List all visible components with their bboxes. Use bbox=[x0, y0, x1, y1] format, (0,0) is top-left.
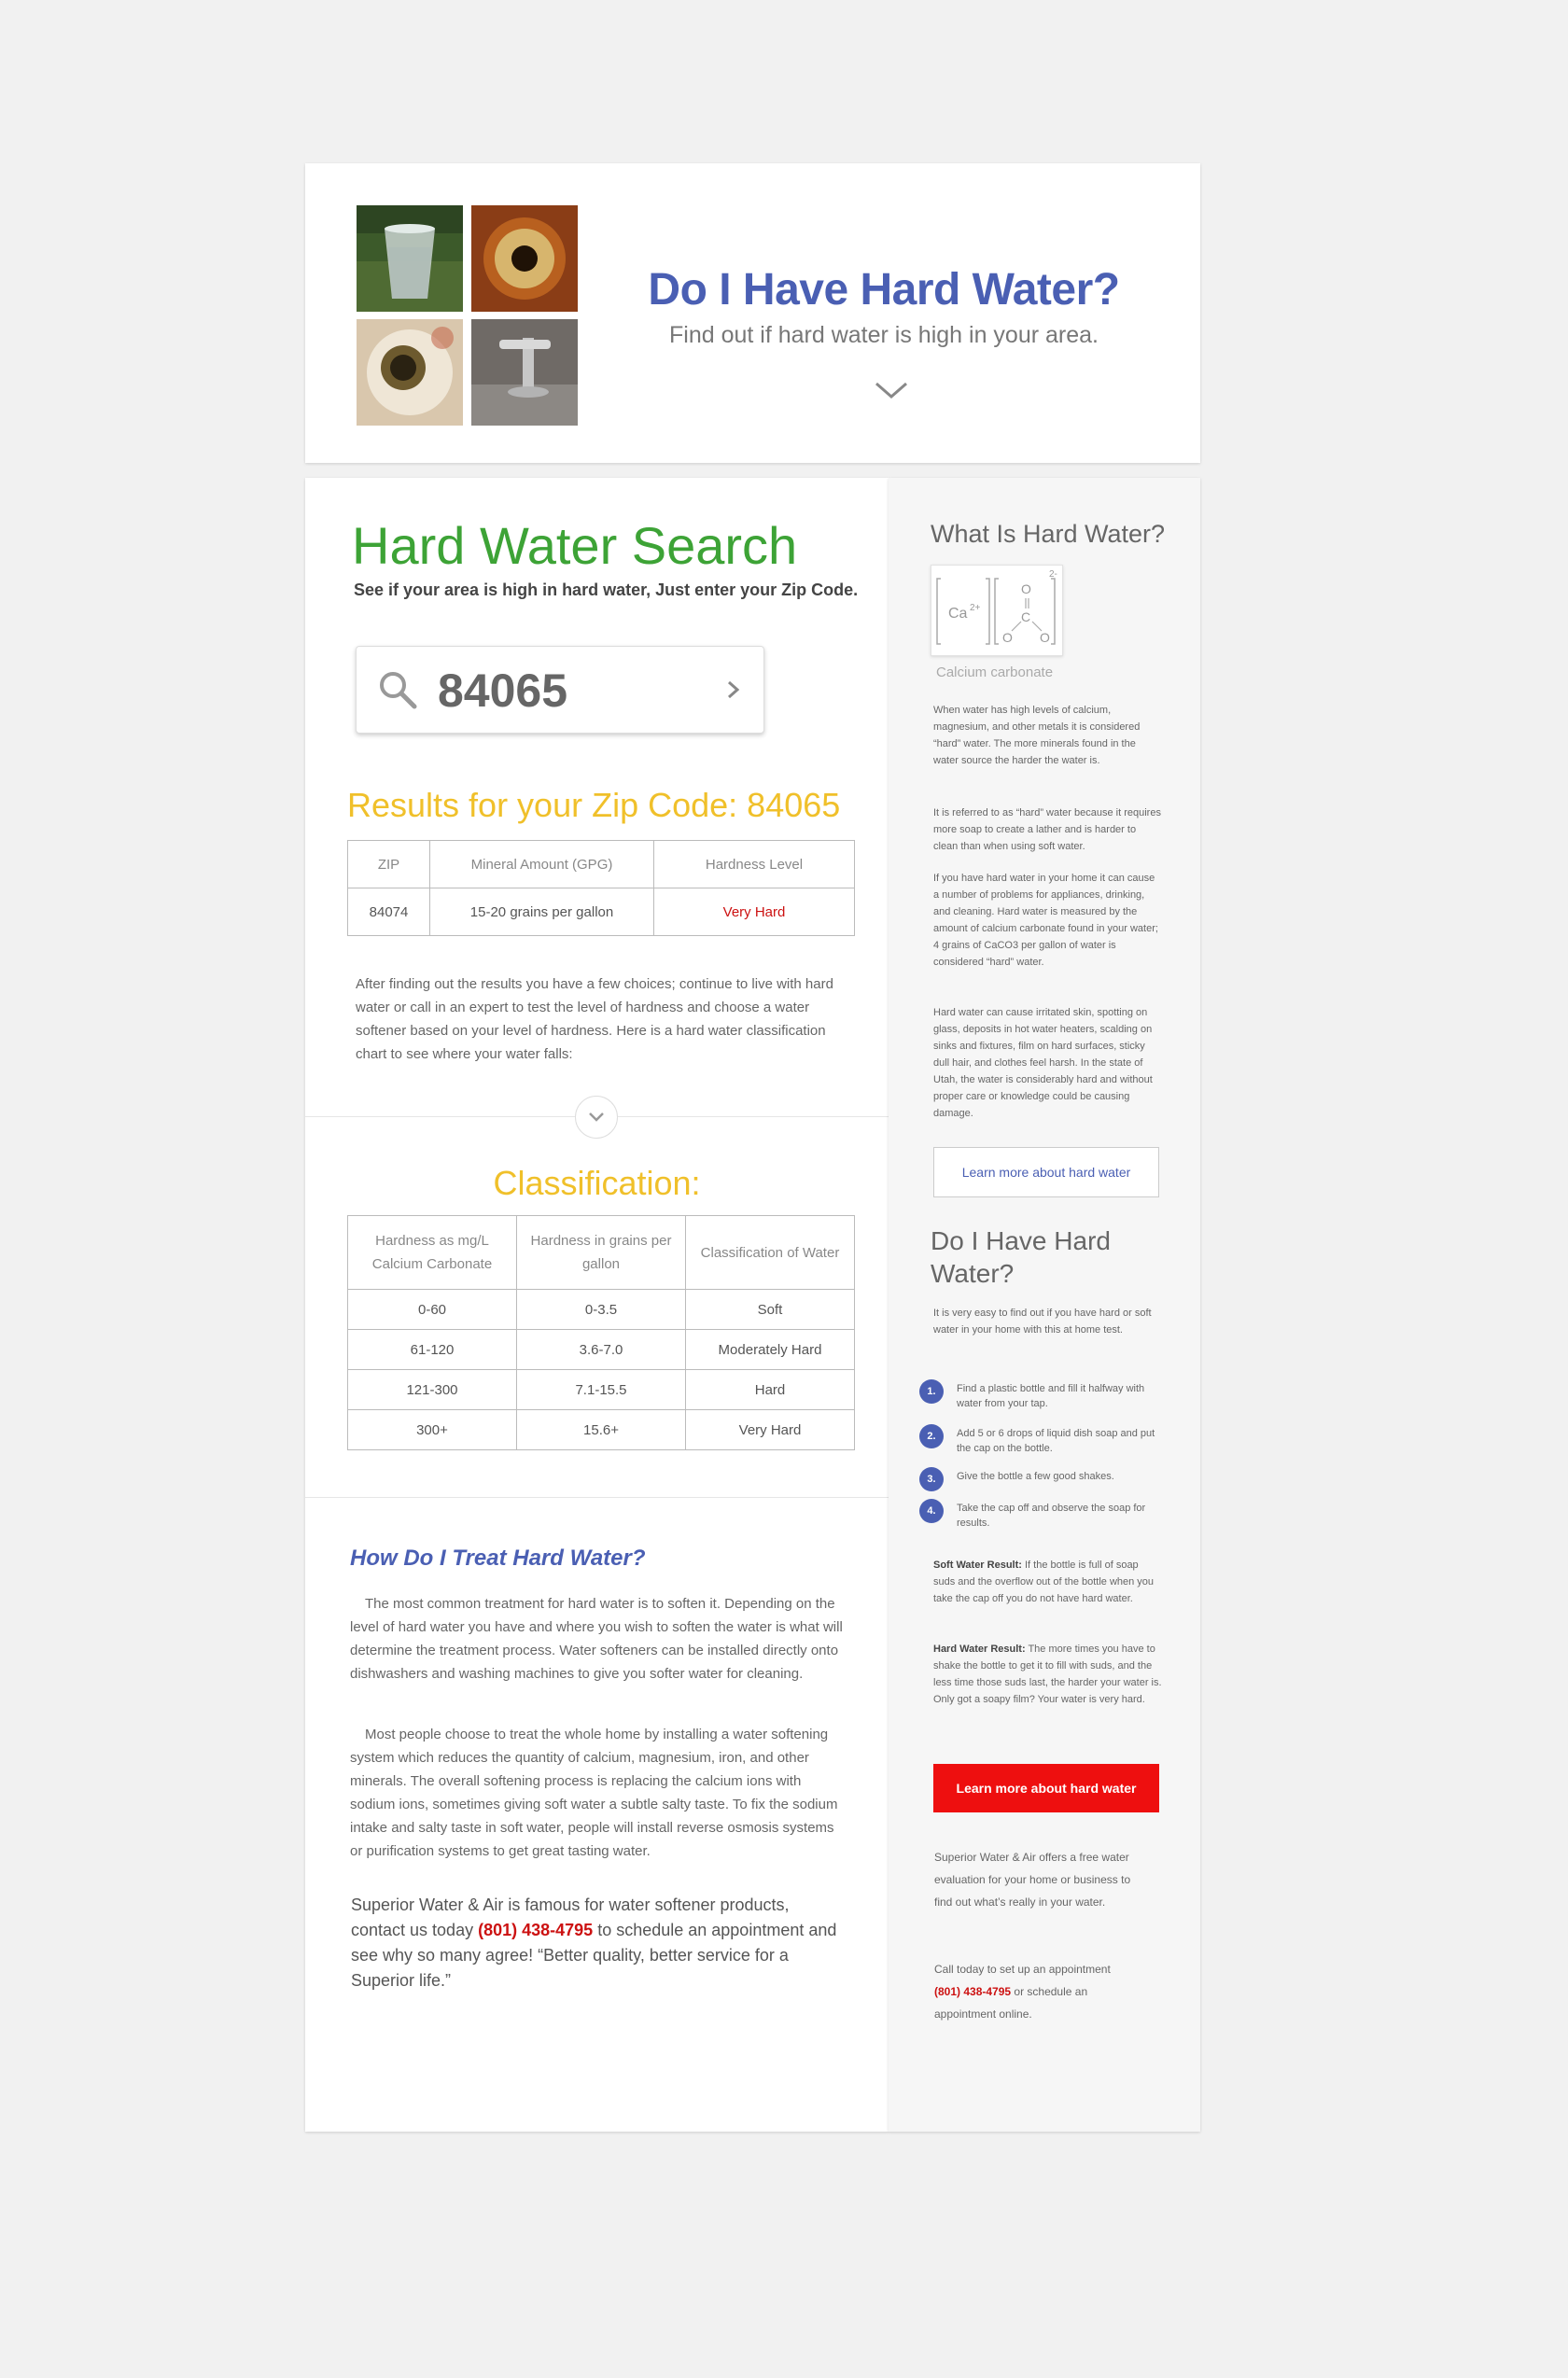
scroll-down-button[interactable] bbox=[575, 1096, 618, 1139]
table-row bbox=[348, 1330, 855, 1370]
column-header: Mineral Amount (GPG) bbox=[430, 841, 654, 888]
formula-c: C bbox=[1021, 609, 1031, 624]
table-cell: 15-20 grains per gallon bbox=[430, 888, 654, 936]
results-paragraph: After finding out the results you have a few choices; continue to live with hard water or call in an expert to test the level of hardness and choose a water softener based on your level of hardness. Here is a hard water classification chart to see where your water falls: bbox=[356, 976, 833, 1062]
chevron-down-icon bbox=[588, 1112, 605, 1123]
formula-charge: 2- bbox=[1049, 569, 1057, 580]
column-header: Classification of Water bbox=[686, 1216, 855, 1290]
faucet-photo bbox=[471, 319, 578, 426]
scaled-drain-photo bbox=[357, 319, 463, 426]
learn-more-button[interactable]: Learn more about hard water bbox=[933, 1147, 1159, 1197]
result-text: The more times you have to shake the bottle to get it to fill with suds, and the less time those suds last, the harder your water is. Only got a soapy film? Your water is very hard. bbox=[933, 1644, 1162, 1705]
column-header: Hardness as mg/L Calcium Carbonate bbox=[348, 1216, 517, 1290]
section-divider bbox=[305, 1497, 889, 1498]
table-cell: 3.6-7.0 bbox=[517, 1330, 686, 1370]
search-subtitle: See if your area is high in hard water, Just enter your Zip Code. bbox=[354, 581, 859, 599]
sidebar-title: What Is Hard Water? bbox=[931, 520, 1166, 548]
table-cell: Soft bbox=[686, 1290, 855, 1330]
hardness-level-value: Very Hard bbox=[654, 888, 855, 936]
table-cell: 15.6+ bbox=[517, 1410, 686, 1450]
step-text: Find a plastic bottle and fill it halfway with water from your tap. bbox=[957, 1383, 1145, 1409]
chevron-down-icon[interactable] bbox=[873, 378, 910, 402]
sidebar-paragraph: It is referred to as “hard” water because it requires more soap to create a lather and is harder to clean than when using soft water. bbox=[933, 807, 1161, 852]
scaled-pipe-photo bbox=[471, 205, 578, 312]
classification-table bbox=[347, 1215, 855, 1450]
sidebar bbox=[889, 478, 1200, 2132]
phone-link[interactable]: (801) 438-4795 bbox=[478, 1921, 594, 1939]
sidebar-title-test: Do I Have Hard Water? bbox=[931, 1226, 1111, 1288]
test-step bbox=[919, 1467, 1171, 1501]
table-cell: 0-3.5 bbox=[517, 1290, 686, 1330]
formula-ca: Ca bbox=[948, 606, 968, 622]
table-cell: 7.1-15.5 bbox=[517, 1370, 686, 1410]
contact-text: to schedule an appointment and see why so many agree! “Better quality, better service for a Superior life.” bbox=[351, 1921, 837, 1990]
table-cell: Hard bbox=[686, 1370, 855, 1410]
table-cell: 61-120 bbox=[348, 1330, 517, 1370]
page-title: Do I Have Hard Water? bbox=[648, 265, 1120, 315]
contact-text: Superior Water & Air is famous for water softener products, contact us today bbox=[351, 1895, 790, 1939]
column-header: ZIP bbox=[348, 841, 430, 888]
formula-o-right: O bbox=[1040, 630, 1050, 645]
results-title: Results for your Zip Code: 84065 bbox=[347, 786, 841, 824]
treat-title: How Do I Treat Hard Water? bbox=[350, 1546, 646, 1571]
soft-water-result bbox=[933, 1557, 1162, 1607]
step-number-badge: 4. bbox=[919, 1499, 944, 1523]
result-label: Soft Water Result: bbox=[933, 1560, 1022, 1571]
offer-paragraph: Superior Water & Air offers a free water evaluation for your home or business to find out what’s really in your water. bbox=[934, 1851, 1131, 1909]
table-row bbox=[348, 888, 855, 936]
table-cell: Very Hard bbox=[686, 1410, 855, 1450]
search-title: Hard Water Search bbox=[352, 516, 798, 575]
table-row bbox=[348, 1410, 855, 1450]
glass-of-water-photo bbox=[357, 205, 463, 312]
classification-title: Classification: bbox=[493, 1164, 701, 1202]
treat-paragraph: The most common treatment for hard water is to soften it. Depending on the level of hard water you have and where you wish to soften the water is what will determine the treatment process. Water softeners can be installed directly onto dishwashers and washing machines to give you softer water for cleaning. bbox=[350, 1596, 843, 1682]
call-text: or schedule an appointment online. bbox=[934, 1985, 1088, 2021]
table-cell: 0-60 bbox=[348, 1290, 517, 1330]
step-text: Take the cap off and observe the soap for results. bbox=[957, 1503, 1146, 1529]
zip-input[interactable]: 84065 bbox=[438, 664, 568, 717]
step-number-badge: 1. bbox=[919, 1379, 944, 1404]
hard-water-result bbox=[933, 1641, 1162, 1708]
table-cell: 84074 bbox=[348, 888, 430, 936]
test-step bbox=[919, 1424, 1171, 1458]
learn-more-cta-button[interactable]: Learn more about hard water bbox=[933, 1764, 1159, 1812]
zip-search-box[interactable] bbox=[356, 646, 764, 734]
main-content bbox=[305, 478, 889, 2132]
search-icon bbox=[377, 669, 418, 710]
table-cell: Moderately Hard bbox=[686, 1330, 855, 1370]
results-table bbox=[347, 840, 855, 936]
test-step bbox=[919, 1379, 1171, 1413]
chevron-right-icon[interactable] bbox=[722, 675, 745, 705]
step-text: Add 5 or 6 drops of liquid dish soap and put the cap on the bottle. bbox=[957, 1428, 1155, 1454]
column-header: Hardness in grains per gallon bbox=[517, 1216, 686, 1290]
table-cell: 121-300 bbox=[348, 1370, 517, 1410]
result-label: Hard Water Result: bbox=[933, 1644, 1026, 1655]
sidebar-intro: It is very easy to find out if you have hard or soft water in your home with this at home test. bbox=[933, 1308, 1152, 1336]
formula-ca-charge: 2+ bbox=[970, 603, 981, 613]
sidebar-paragraph: If you have hard water in your home it can cause a number of problems for appliances, drinking, and cleaning. Hard water is measured by the amount of calcium carbonate found in your water; 4 grains of CaCO3 per gallon of water is considered “hard” water. bbox=[933, 873, 1158, 968]
sidebar-paragraph: When water has high levels of calcium, magnesium, and other metals it is considered “hard” water. The more minerals found in the water source the harder the water is. bbox=[933, 705, 1141, 766]
phone-link[interactable]: (801) 438-4795 bbox=[934, 1985, 1012, 1998]
table-row bbox=[348, 1370, 855, 1410]
formula-o-top: O bbox=[1021, 581, 1031, 596]
page-subtitle: Find out if hard water is high in your area. bbox=[669, 322, 1099, 348]
treat-paragraph: Most people choose to treat the whole home by installing a water softening system which reduces the quantity of calcium, magnesium, iron, and other minerals. The overall softening process is replacing the calcium ions with sodium ions, sometimes giving soft water a subtle salty taste. To fix the sodium intake and salty taste in soft water, people will install reverse osmosis systems or purification systems to get great tasting water. bbox=[350, 1727, 838, 1859]
call-paragraph bbox=[934, 1958, 1140, 2025]
call-text: Call today to set up an appointment bbox=[934, 1963, 1111, 1976]
result-text: If the bottle is full of soap suds and the overflow out of the bottle when you take the cap off you do not have hard water. bbox=[933, 1560, 1155, 1604]
header-card bbox=[305, 163, 1200, 463]
step-number-badge: 3. bbox=[919, 1467, 944, 1491]
contact-paragraph bbox=[351, 1893, 846, 1993]
sidebar-paragraph: Hard water can cause irritated skin, spotting on glass, deposits in hot water heaters, scalding on sinks and fixtures, film on hard surfaces, sticky dull hair, and clothes feel harsh. In the state of Utah, the water is considerably hard and without proper care or knowledge could be causing damage. bbox=[933, 1007, 1153, 1119]
step-number-badge: 2. bbox=[919, 1424, 944, 1448]
formula-caption: Calcium carbonate bbox=[936, 664, 1054, 680]
table-row bbox=[348, 1290, 855, 1330]
column-header: Hardness Level bbox=[654, 841, 855, 888]
table-cell: 300+ bbox=[348, 1410, 517, 1450]
calcium-carbonate-formula bbox=[931, 565, 1063, 656]
formula-o-left: O bbox=[1002, 630, 1013, 645]
step-text: Give the bottle a few good shakes. bbox=[957, 1471, 1114, 1482]
test-step bbox=[919, 1499, 1171, 1532]
